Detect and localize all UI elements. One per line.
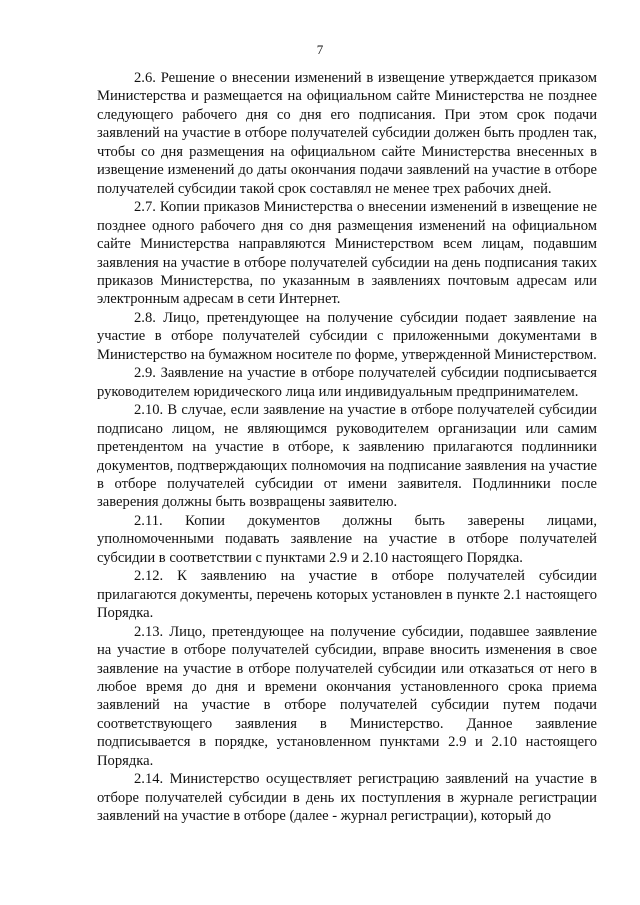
document-body [97, 69, 597, 826]
paragraph-2-12: 2.12. К заявлению на участие в отборе получателей субсидии прилагаются документы, перечень которых установлен в пункте 2.1 настоящего Порядка. [97, 568, 597, 622]
page-number: 7 [316, 42, 324, 57]
paragraph-2-13: 2.13. Лицо, претендующее на получение субсидии, подавшее заявление на участие в отборе получателей субсидии, вправе вносить изменения в свое заявление на участие в отборе получателей субсидии или отказаться от него в любое время до дня и времени окончания установленного срока приема заявлений на участие в отборе получателей субсидии путем подачи соответствующего заявления в Министерство. Данное заявление подписывается в порядке, установленном пунктами 2.9 и 2.10 настоящего Порядка. [97, 623, 597, 769]
paragraph-2-8: 2.8. Лицо, претендующее на получение субсидии подает заявление на участие в отборе получателей субсидии с приложенными документами в Министерство на бумажном носителе по форме, утвержденной Министерством. [97, 309, 597, 363]
paragraph-2-10: 2.10. В случае, если заявление на участие в отборе получателей субсидии подписано лицом, не являющимся руководителем организации или самим претендентом на участие в отборе, к заявлению прилагаются подлинники документов, подтверждающих полномочия на подписание заявления на участие в отборе получателей субсидии от имени заявителя. Подлинники после заверения должны быть возвращены заявителю. [97, 402, 597, 511]
paragraph-2-9: 2.9. Заявление на участие в отборе получателей субсидии подписывается руководителем юридического лица или индивидуальным предпринимателем. [97, 365, 597, 400]
paragraph-2-6: 2.6. Решение о внесении изменений в извещение утверждается приказом Министерства и размещается на официальном сайте Министерства не позднее следующего рабочего дня со дня его подписания. При этом срок подачи заявлений на участие в отборе получателей субсидии должен быть продлен так, чтобы со дня размещения на официальном сайте Министерства внесенных в извещение изменений до даты окончания подачи заявлений на участие в отборе получателей субсидии такой срок составлял не менее трех рабочих дней. [97, 70, 597, 197]
paragraph-2-11: 2.11. Копии документов должны быть заверены лицами, уполномоченными подавать заявление на участие в отборе получателей субсидии в соответствии с пунктами 2.9 и 2.10 настоящего Порядка. [97, 512, 597, 566]
paragraph-2-14: 2.14. Министерство осуществляет регистрацию заявлений на участие в отборе получателей субсидии в день их поступления в журнале регистрации заявлений на участие в отборе (далее - журнал регистрации), который до [97, 771, 597, 825]
paragraph-2-7: 2.7. Копии приказов Министерства о внесении изменений в извещение не позднее одного рабочего дня со дня размещения изменений на официальном сайте Министерства направляются Министерством всем лицам, подавшим заявления на участие в отборе получателей субсидии на день подписания таких приказов Министерства, по указанным в заявлениях почтовым адресам или электронным адресам в сети Интернет. [97, 199, 597, 308]
